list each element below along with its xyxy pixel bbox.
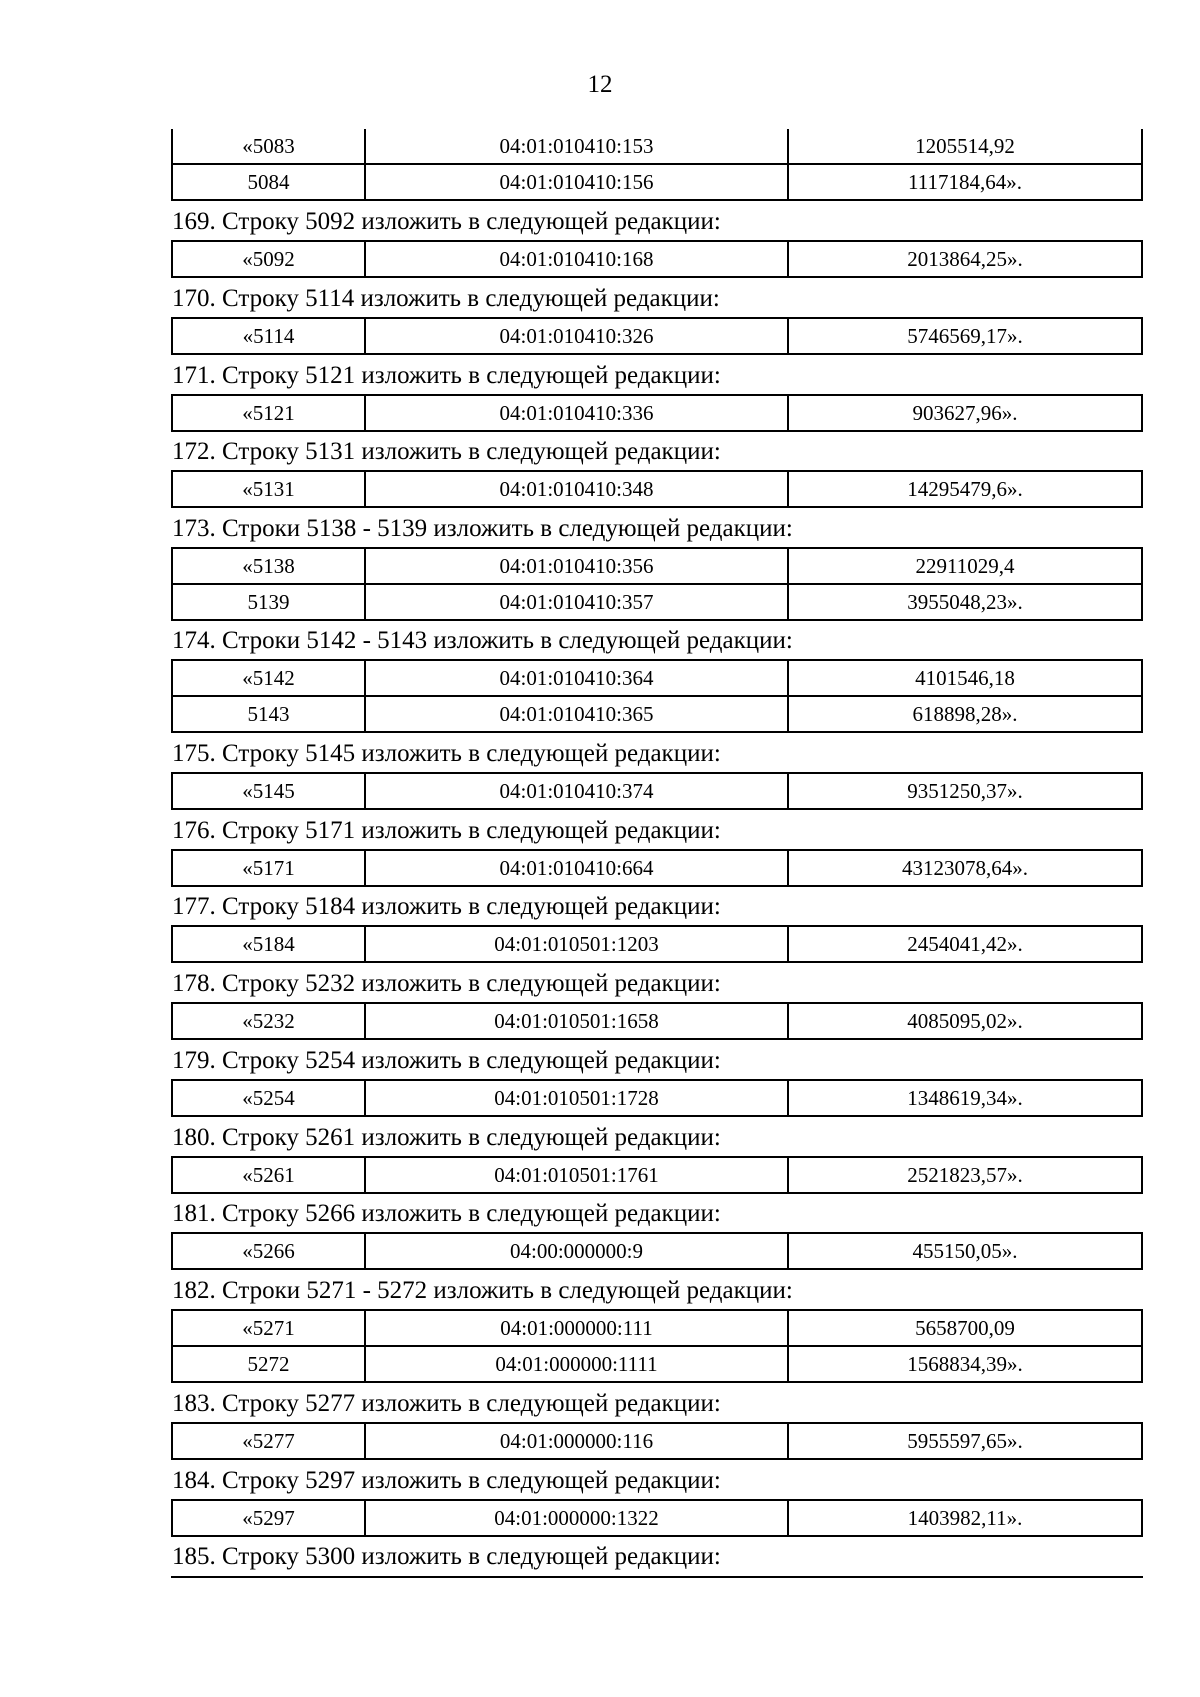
value-cell: 4101546,18 xyxy=(788,660,1142,696)
row-number-cell: «5138 xyxy=(172,548,365,584)
amendment-table xyxy=(171,1079,1143,1117)
table-row xyxy=(172,1346,1142,1382)
row-number-cell: «5083 xyxy=(172,129,365,164)
table-row xyxy=(172,164,1142,200)
amendment-heading: 180. Строку 5261 изложить в следующей редакции: xyxy=(172,1124,721,1151)
value-cell: 3955048,23». xyxy=(788,584,1142,620)
amendment-table xyxy=(171,1232,1143,1270)
amendment-table xyxy=(171,1002,1143,1040)
cadastral-number-cell: 04:01:010410:153 xyxy=(365,129,788,164)
table-row xyxy=(172,471,1142,507)
amendment-table xyxy=(171,925,1143,963)
table-row xyxy=(172,1003,1142,1039)
table-row xyxy=(172,1080,1142,1116)
amendment-heading: 185. Строку 5300 изложить в следующей редакции: xyxy=(172,1543,721,1570)
row-number-cell: «5261 xyxy=(172,1157,365,1193)
amendment-table xyxy=(171,470,1143,508)
amendment-heading: 170. Строку 5114 изложить в следующей редакции: xyxy=(172,285,720,312)
row-number-cell: «5092 xyxy=(172,241,365,277)
amendment-heading: 169. Строку 5092 изложить в следующей редакции: xyxy=(172,208,721,235)
value-cell: 1348619,34». xyxy=(788,1080,1142,1116)
amendment-heading: 173. Строки 5138 - 5139 изложить в следующей редакции: xyxy=(172,515,793,542)
amendment-table xyxy=(171,849,1143,887)
amendment-heading: 182. Строки 5271 - 5272 изложить в следующей редакции: xyxy=(172,1277,793,1304)
cadastral-number-cell: 04:00:000000:9 xyxy=(365,1233,788,1269)
cadastral-number-cell: 04:01:010410:168 xyxy=(365,241,788,277)
value-cell: 22911029,4 xyxy=(788,548,1142,584)
page-number: 12 xyxy=(587,71,613,98)
value-cell: 2454041,42». xyxy=(788,926,1142,962)
row-number-cell: «5271 xyxy=(172,1310,365,1346)
row-number-cell: «5142 xyxy=(172,660,365,696)
table-row xyxy=(172,850,1142,886)
value-cell: 4085095,02». xyxy=(788,1003,1142,1039)
cadastral-number-cell: 04:01:010501:1761 xyxy=(365,1157,788,1193)
value-cell: 618898,28». xyxy=(788,696,1142,732)
cadastral-number-cell: 04:01:010410:357 xyxy=(365,584,788,620)
cadastral-number-cell: 04:01:010410:326 xyxy=(365,318,788,354)
value-cell: 14295479,6». xyxy=(788,471,1142,507)
amendment-heading: 175. Строку 5145 изложить в следующей редакции: xyxy=(172,740,721,767)
cadastral-number-cell: 04:01:010410:156 xyxy=(365,164,788,200)
cadastral-number-cell: 04:01:010410:356 xyxy=(365,548,788,584)
cadastral-number-cell: 04:01:010501:1658 xyxy=(365,1003,788,1039)
amendment-table xyxy=(171,317,1143,355)
table-row xyxy=(172,548,1142,584)
value-cell: 455150,05». xyxy=(788,1233,1142,1269)
row-number-cell: «5121 xyxy=(172,395,365,431)
cadastral-number-cell: 04:01:010410:365 xyxy=(365,696,788,732)
amendment-heading: 183. Строку 5277 изложить в следующей редакции: xyxy=(172,1390,721,1417)
row-number-cell: «5232 xyxy=(172,1003,365,1039)
cadastral-number-cell: 04:01:000000:116 xyxy=(365,1423,788,1459)
amendment-heading: 171. Строку 5121 изложить в следующей редакции: xyxy=(172,362,721,389)
amendment-table xyxy=(171,1156,1143,1194)
amendment-heading: 184. Строку 5297 изложить в следующей редакции: xyxy=(172,1467,721,1494)
amendment-table xyxy=(171,1309,1143,1383)
amendment-heading: 181. Строку 5266 изложить в следующей редакции: xyxy=(172,1200,721,1227)
row-number-cell: «5171 xyxy=(172,850,365,886)
row-number-cell: «5184 xyxy=(172,926,365,962)
amendment-heading: 179. Строку 5254 изложить в следующей редакции: xyxy=(172,1047,721,1074)
table-row xyxy=(172,660,1142,696)
cadastral-number-cell: 04:01:010410:664 xyxy=(365,850,788,886)
table-row xyxy=(172,1310,1142,1346)
cadastral-number-cell: 04:01:000000:1111 xyxy=(365,1346,788,1382)
value-cell: 5746569,17». xyxy=(788,318,1142,354)
cadastral-number-cell: 04:01:010501:1728 xyxy=(365,1080,788,1116)
row-number-cell: 5139 xyxy=(172,584,365,620)
row-number-cell: «5145 xyxy=(172,773,365,809)
value-cell: 1568834,39». xyxy=(788,1346,1142,1382)
table-row xyxy=(172,1500,1142,1536)
value-cell: 1117184,64». xyxy=(788,164,1142,200)
table-row xyxy=(172,926,1142,962)
value-cell: 1205514,92 xyxy=(788,129,1142,164)
value-cell: 5658700,09 xyxy=(788,1310,1142,1346)
cadastral-number-cell: 04:01:010410:348 xyxy=(365,471,788,507)
amendment-table xyxy=(171,659,1143,733)
row-number-cell: «5131 xyxy=(172,471,365,507)
amendment-table xyxy=(171,772,1143,810)
value-cell: 5955597,65». xyxy=(788,1423,1142,1459)
cadastral-number-cell: 04:01:010410:374 xyxy=(365,773,788,809)
table-row xyxy=(172,584,1142,620)
table-row xyxy=(172,1157,1142,1193)
table-row xyxy=(172,773,1142,809)
cadastral-number-cell: 04:01:010410:364 xyxy=(365,660,788,696)
amendment-table xyxy=(171,129,1143,201)
row-number-cell: «5254 xyxy=(172,1080,365,1116)
table-row xyxy=(172,241,1142,277)
table-row xyxy=(172,1423,1142,1459)
table-row xyxy=(172,696,1142,732)
amendment-heading: 176. Строку 5171 изложить в следующей редакции: xyxy=(172,817,721,844)
amendment-heading: 177. Строку 5184 изложить в следующей редакции: xyxy=(172,893,721,920)
row-number-cell: «5297 xyxy=(172,1500,365,1536)
table-row xyxy=(172,395,1142,431)
page-bottom-rule xyxy=(171,1576,1143,1578)
amendment-heading: 174. Строки 5142 - 5143 изложить в следующей редакции: xyxy=(172,627,793,654)
table-row xyxy=(172,318,1142,354)
row-number-cell: 5272 xyxy=(172,1346,365,1382)
table-row xyxy=(172,1233,1142,1269)
value-cell: 9351250,37». xyxy=(788,773,1142,809)
amendment-table xyxy=(171,394,1143,432)
amendment-table xyxy=(171,240,1143,278)
row-number-cell: 5143 xyxy=(172,696,365,732)
row-number-cell: «5277 xyxy=(172,1423,365,1459)
amendment-heading: 178. Строку 5232 изложить в следующей редакции: xyxy=(172,970,721,997)
value-cell: 1403982,11». xyxy=(788,1500,1142,1536)
table-row xyxy=(172,129,1142,164)
amendment-table xyxy=(171,547,1143,621)
value-cell: 2013864,25». xyxy=(788,241,1142,277)
amendment-table xyxy=(171,1499,1143,1537)
value-cell: 43123078,64». xyxy=(788,850,1142,886)
cadastral-number-cell: 04:01:010410:336 xyxy=(365,395,788,431)
cadastral-number-cell: 04:01:000000:1322 xyxy=(365,1500,788,1536)
amendment-table xyxy=(171,1422,1143,1460)
cadastral-number-cell: 04:01:010501:1203 xyxy=(365,926,788,962)
value-cell: 903627,96». xyxy=(788,395,1142,431)
row-number-cell: «5114 xyxy=(172,318,365,354)
amendment-heading: 172. Строку 5131 изложить в следующей редакции: xyxy=(172,438,721,465)
cadastral-number-cell: 04:01:000000:111 xyxy=(365,1310,788,1346)
row-number-cell: «5266 xyxy=(172,1233,365,1269)
value-cell: 2521823,57». xyxy=(788,1157,1142,1193)
row-number-cell: 5084 xyxy=(172,164,365,200)
